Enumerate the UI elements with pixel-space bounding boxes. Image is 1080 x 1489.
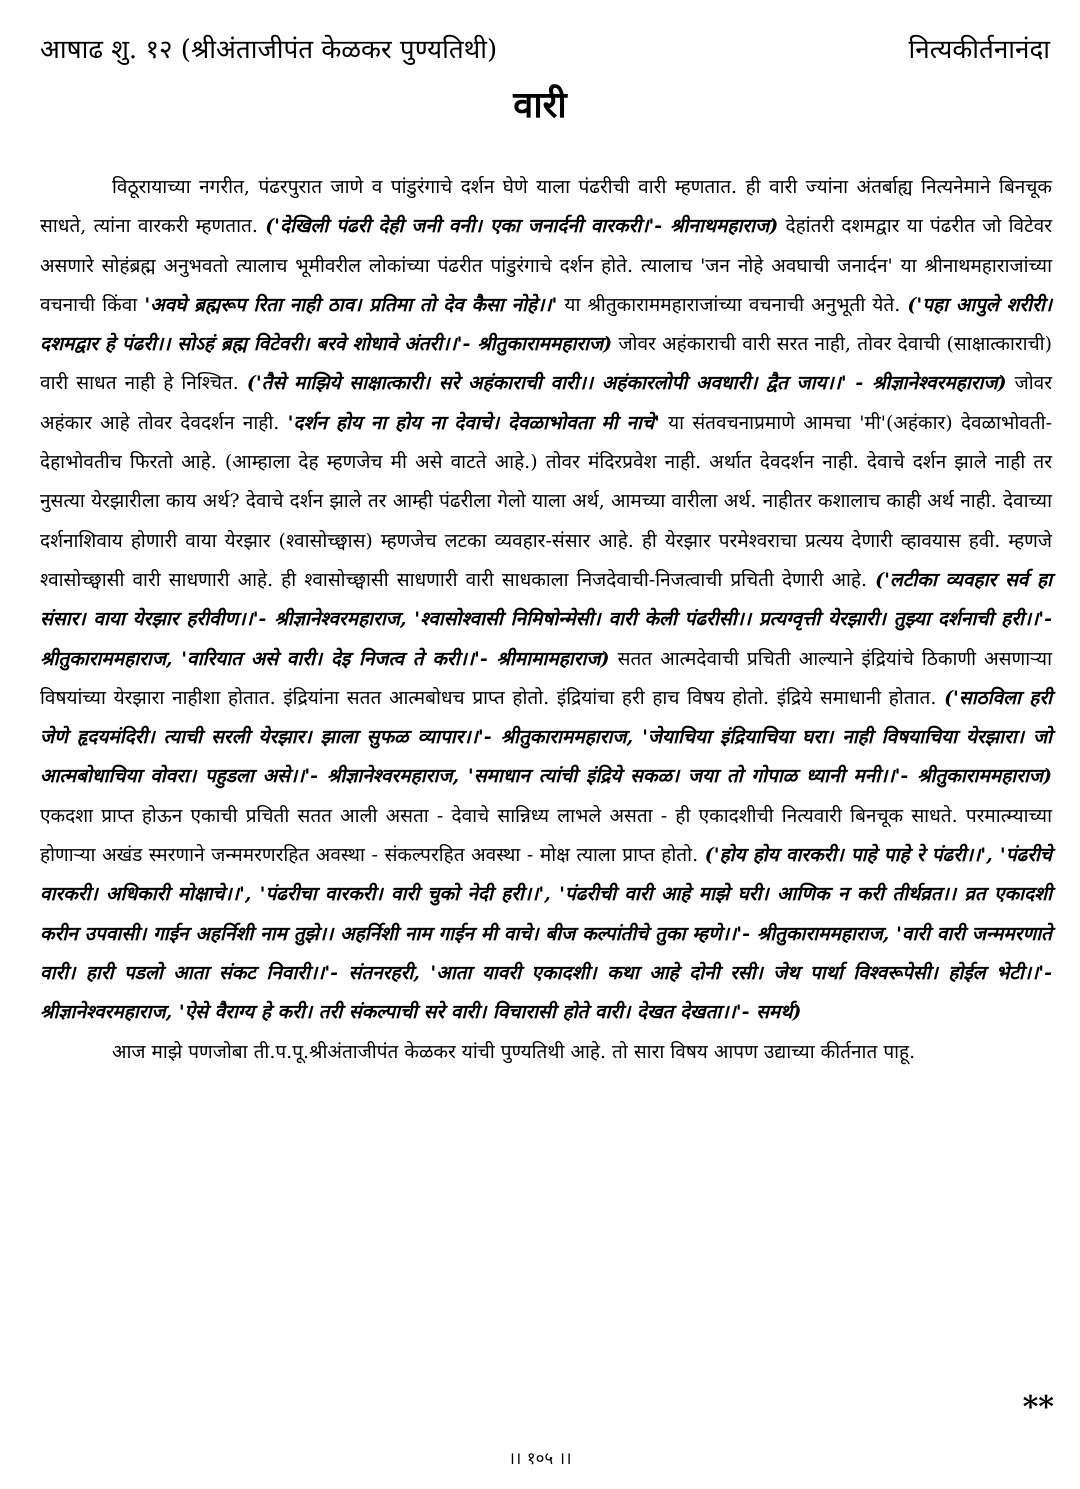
text-run: विठूरायाच्या नगरीत, पंढरपुरात जाणे व पांडुरंगाचे दर्शन घेणे याला पंढरीची वारी म्हणतात. ही वारी ज्यांना अंतर्बाह्य नित्यनेमाने बिनचूक साधते, त्यांना वारकरी म्हणतात. — [40, 176, 1052, 238]
quotation: ('तैसे माझिये साक्षात्कारी। सरे अहंकाराची वारी।। अहंकारलोपी अवधारी। द्वैत जाय।।' - श्रीज्ञानेश्वरमहाराज) — [246, 372, 1007, 395]
body-text — [40, 168, 1052, 1072]
text-run: सतत आत्मदेवाची प्रचिती आल्याने इंद्रियांचे ठिकाणी असणाऱ्या विषयांच्या येरझारा नाहीशा होतात. इंद्रियांना सतत आत्मबोधच प्राप्त होतो. इंद्रियांचा हरी हाच विषय होतो. इंद्रिये समाधानी होतात. — [40, 647, 1052, 709]
page-title: वारी — [513, 84, 567, 126]
quotation: ('लटीका व्यवहार सर्व हा संसार। वाया येरझार हरीवीण।।'- श्रीज्ञानेश्वरमहाराज, 'श्वासोश्वासी निमिषोन्मेसी। वारी केली पंढरीसी।। प्रत्यग्वृत्ती येरझारी। तुझ्या दर्शनाची हरी।।'- श्रीतुकाराममहाराज, 'वारियात असे वारी। देइ निजत्व ते करी।।'- श्रीमामामहाराज) — [40, 568, 1052, 670]
text-run: आज माझे पणजोबा ती.प.पू.श्रीअंताजीपंत केळकर यांची पुण्यतिथी आहे. तो सारा विषय आपण उद्याच्या कीर्तनात पाहू. — [112, 1040, 916, 1063]
text-run: जोवर अहंकाराची वारी सरत नाही, तोवर देवाची (साक्षात्काराची) वारी साधत नाही हे निश्चित. — [40, 333, 1052, 395]
quotation: ('पहा आपुले शरीरी। दशमद्वार हे पंढरी।। सोऽहं ब्रह्म विटेवरी। बरवे शोधावे अंतरी।।'- श्रीतुकाराममहाराज) — [40, 293, 1052, 356]
quotation: ('देखिली पंढरी देही जनी वनी। एका जनार्दनी वारकरी।'- श्रीनाथमहाराज) — [265, 215, 779, 238]
text-run: या श्रीतुकाराममहाराजांच्या वचनाची अनुभूती येते. — [557, 293, 908, 316]
quotation: 'अवघे ब्रह्मरूप रिता नाही ठाव। प्रतिमा तो देव कैसा नोहे।।' — [144, 293, 558, 316]
text-run: एकदशा प्राप्त होऊन एकाची प्रचिती सतत आली असता - देवाचे सान्निध्य लाभले असता - ही एकादशीची नित्यवारी बिनचूक साधते. परमात्म्याच्या होणाऱ्या अखंड स्मरणाने जन्ममरणरहित अवस्था - संकल्परहित अवस्था - मोक्ष त्याला प्राप्त होतो. — [40, 804, 1052, 867]
quotation: ('होय होय वारकरी। पाहे पाहे रे पंढरी।।', 'पंढरीचे वारकरी। अधिकारी मोक्षाचे।।', 'पंढरीचा वारकरी। वारी चुको नेदी हरी।।', 'पंढरीची वारी आहे माझे घरी। आणिक न करी तीर्थव्रत।। व्रत एकादशी करीन उपवासी। गाईन अहर्निशी नाम तुझे।। अहर्निशी नाम गाईन मी वाचे। बीज कल्पांतीचे तुका म्हणे।।'- श्रीतुकाराममहाराज, 'वारी वारी जन्ममरणाते वारी। हारी पडलो आता संकट निवारी।।'- संतनरहरी, 'आता यावरी एकादशी। कथा आहे दोनी रसी। जेथ पार्था विश्वरूपेसी। होईल भेटी।।'- श्रीज्ञानेश्वरमहाराज, 'ऐसे वैराग्य हे करी। तरी संकल्पाची सरे वारी। विचारासी होते वारी। देखत देखता।।'- समर्थ) — [40, 844, 1052, 1024]
text-run: या संतवचनाप्रमाणे आमचा 'मी'(अहंकार) देवळाभोवती-देहाभोवतीच फिरतो आहे. (आम्हाला देह म्हणजेच मी असे वाटते आहे.) तोवर मंदिरप्रवेश नाही. अर्थात देवदर्शन नाही. देवाचे दर्शन झाले नाही तर नुसत्या येरझारीला काय अर्थ? देवाचे दर्शन झाले तर आम्ही पंढरीला गेलो याला अर्थ, आमच्या वारीला अर्थ. नाहीतर कशालाच काही अर्थ नाही. देवाच्या दर्शनाशिवाय होणारी वाया येरझार (श्वासोच्छ्वास) म्हणजेच लटका व्यवहार-संसार आहे. ही येरझार परमेश्वराचा प्रत्यय देणारी व्हावयास हवी. म्हणजे श्वासोच्छ्वासी वारी साधणारी आहे. ही श्वासोच्छ्वासी साधणारी वारी साधकाला निजदेवाची-निजत्वाची प्रचिती देणारी आहे. — [40, 411, 1052, 591]
closing-mark: ** — [1022, 1390, 1054, 1425]
text-run: जोवर अहंकार आहे तोवर देवदर्शन नाही. — [40, 372, 1052, 434]
quotation: ('साठविला हरी जेणे हृदयमंदिरी। त्याची सरली येरझार। झाला सुफळ व्यापार।।'- श्रीतुकाराममहाराज, 'जेयाचिया इंद्रियाचिया घरा। नाही विषयाचिया येरझारा। जो आत्मबोधाचिया वोवरा। पहुडला असे।।'- श्रीज्ञानेश्वरमहाराज, 'समाधान त्यांची इंद्रिये सकळ। जया तो गोपाळ ध्यानी मनी।।'- श्रीतुकाराममहाराज) — [40, 686, 1053, 788]
page-number: ।। १०५ ।। — [508, 1449, 572, 1469]
text-run: देहांतरी दशमद्वार या पंढरीत जो विटेवर असणारे सोहंब्रह्म अनुभवतो त्यालाच भूमीवरील लोकांच्या पंढरीत पांडुरंगाचे दर्शन होते. त्यालाच 'जन नोहे अवघाची जनार्दन' या श्रीनाथमहाराजांच्या वचनाची किंवा — [40, 215, 1052, 316]
quotation: 'दर्शन होय ना होय ना देवाचे। देवळाभोवता मी नाचे' — [287, 411, 660, 434]
header-date-occasion: आषाढ शु. १२ (श्रीअंताजीपंत केळकर पुण्यतिथी) — [40, 35, 498, 65]
paragraph — [40, 1033, 1052, 1072]
paragraph — [40, 168, 1052, 1033]
header-book-title: नित्यकीर्तनानंदा — [908, 35, 1050, 65]
